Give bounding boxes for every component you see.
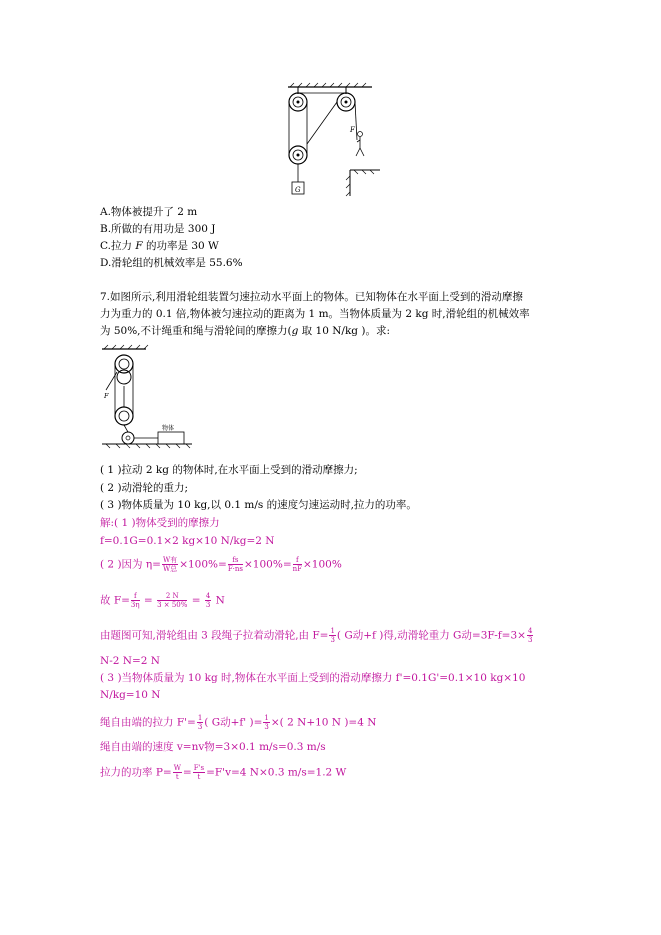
sol-line-11 (100, 764, 346, 781)
sol-line-10: 绳自由端的速度 v=nv物=3×0.1 m/s=0.3 m/s (100, 741, 326, 753)
f-fraction-2 (157, 592, 187, 609)
q7-sub-2: ( 2 )动滑轮的重力; (100, 482, 189, 494)
fig2-force-label: F (104, 392, 109, 400)
l9-f-den: 3 (197, 723, 203, 731)
pulley-figure-1 (280, 82, 390, 200)
eta-fraction-3 (293, 556, 302, 573)
q7-line-3 (100, 324, 390, 338)
pulley-figure-2 (100, 344, 200, 456)
eta-fraction-2 (228, 556, 243, 573)
l11-fraction-2 (193, 764, 205, 781)
sol-l11-end: =F'v=4 N×0.3 m/s=1.2 W (206, 766, 347, 779)
f-f2-den: 3 × 50% (157, 601, 188, 609)
f-fraction-1 (131, 592, 140, 609)
l5-f-num: 1 (330, 627, 335, 635)
q7-line-2: 力为重力的 0.1 倍,物体被匀速拉动的距离为 1 m。当物体质量为 2 kg 时,滑轮组的机械效率 (100, 308, 530, 320)
l11-f2-den: t (197, 773, 201, 781)
option-c-var: F (135, 240, 143, 252)
f-f1-num: f (131, 592, 140, 601)
f-fraction-3 (205, 592, 211, 609)
sol-l3-mid2: ×100%= (244, 558, 292, 571)
q7-sub-3: ( 3 )物体质量为 10 kg,以 0.1 m/s 的速度匀速运动时,拉力的功率。 (100, 499, 417, 511)
option-c-post: 的功率是 30 W (142, 240, 219, 252)
sol-line-7: ( 3 )当物体质量为 10 kg 时,物体在水平面上受到的滑动摩擦力 f'=0.1G'=0.1×10 kg×10 (100, 672, 526, 684)
q7-line-1: 7.如图所示,利用滑轮组装置匀速拉动水平面上的物体。已知物体在水平面上受到的滑动摩擦 (100, 291, 523, 303)
f-f3-num: 4 (205, 592, 211, 600)
l5-f2-den: 3 (527, 636, 533, 644)
option-b: B.所做的有用功是 300 J (100, 223, 216, 235)
q7-line-3-post: 取 10 N/kg )。求: (298, 325, 390, 337)
eta-f1-num: W有 (162, 556, 178, 564)
q7-line-3-g: g (291, 325, 299, 337)
sol-l3-pre: ( 2 )因为 η= (100, 558, 161, 571)
force-label: F (350, 126, 355, 134)
eta-f1-den: W总 (162, 565, 178, 573)
sol-line-9 (100, 714, 376, 731)
sol-l9-mid: ( G动+f' )= (204, 716, 263, 729)
option-c-pre: C.拉力 (100, 240, 136, 252)
sol-line-4 (100, 592, 225, 609)
l9-f2-num: 1 (264, 714, 269, 722)
option-d: D.滑轮组的机械效率是 55.6% (100, 257, 243, 269)
l9-fraction-2 (263, 714, 269, 731)
l5-f2-num: 4 (527, 627, 533, 635)
sol-line-5 (100, 627, 534, 644)
sol-l9-pre: 绳自由端的拉力 F'= (100, 716, 196, 729)
sol-l5-pre: 由题图可知,滑轮组由 3 段绳子拉着动滑轮,由 F= (100, 629, 329, 642)
eta-f2-num: fs (228, 556, 243, 565)
sol-l3-mid1: ×100%= (179, 558, 227, 571)
sol-l5-mid: ( G动+f )得,动滑轮重力 G动=3F-f=3× (336, 629, 526, 642)
l9-f2-den: 3 (264, 723, 269, 731)
l5-fraction-2 (527, 627, 533, 644)
f-f3-den: 3 (205, 601, 211, 609)
q7-sub-1: ( 1 )拉动 2 kg 的物体时,在水平面上受到的滑动摩擦力; (100, 464, 358, 476)
sol-l4-pre: 故 F= (100, 594, 130, 607)
sol-line-3 (100, 556, 342, 573)
eta-fraction-1 (162, 556, 178, 573)
sol-l9-end: ×( 2 N+10 N )=4 N (270, 716, 377, 729)
sol-l4-unit: N (212, 594, 225, 607)
f-f1-den: 3η (130, 601, 140, 609)
sol-l11-mid: = (182, 766, 192, 779)
l5-f-den: 3 (330, 636, 335, 644)
l11-f1-den: t (175, 773, 179, 781)
l11-f1-num: W (173, 764, 181, 772)
sol-line-1: 解:( 1 )物体受到的摩擦力 (100, 517, 220, 529)
eta-f2-den: F·ns (227, 565, 243, 573)
sol-l3-end: ×100% (303, 558, 342, 571)
q7-line-3-pre: 为 50%,不计绳重和绳与滑轮间的摩擦力( (100, 325, 292, 337)
eta-f3-den: nF (292, 565, 302, 573)
sol-line-2: f=0.1G=0.1×2 kg×10 N/kg=2 N (100, 535, 275, 547)
sol-l4-eq2: = (188, 594, 204, 607)
f-f2-num: 2 N (157, 592, 187, 601)
option-a: A.物体被提升了 2 m (100, 206, 198, 218)
weight-label: G (295, 186, 301, 194)
eta-f3-num: f (293, 556, 302, 565)
sol-l11-pre: 拉力的功率 P= (100, 766, 172, 779)
sol-line-8: N/kg=10 N (100, 689, 161, 701)
l11-fraction-1 (173, 764, 182, 781)
l9-fraction-1 (197, 714, 203, 731)
sol-line-6: N-2 N=2 N (100, 655, 160, 667)
option-c (100, 239, 219, 253)
l11-f2-num: F's (193, 764, 205, 772)
l5-fraction-1 (329, 627, 335, 644)
sol-l4-eq1: = (140, 594, 157, 607)
fig2-object-label: 物体 (162, 425, 175, 432)
l9-f-num: 1 (197, 714, 203, 722)
